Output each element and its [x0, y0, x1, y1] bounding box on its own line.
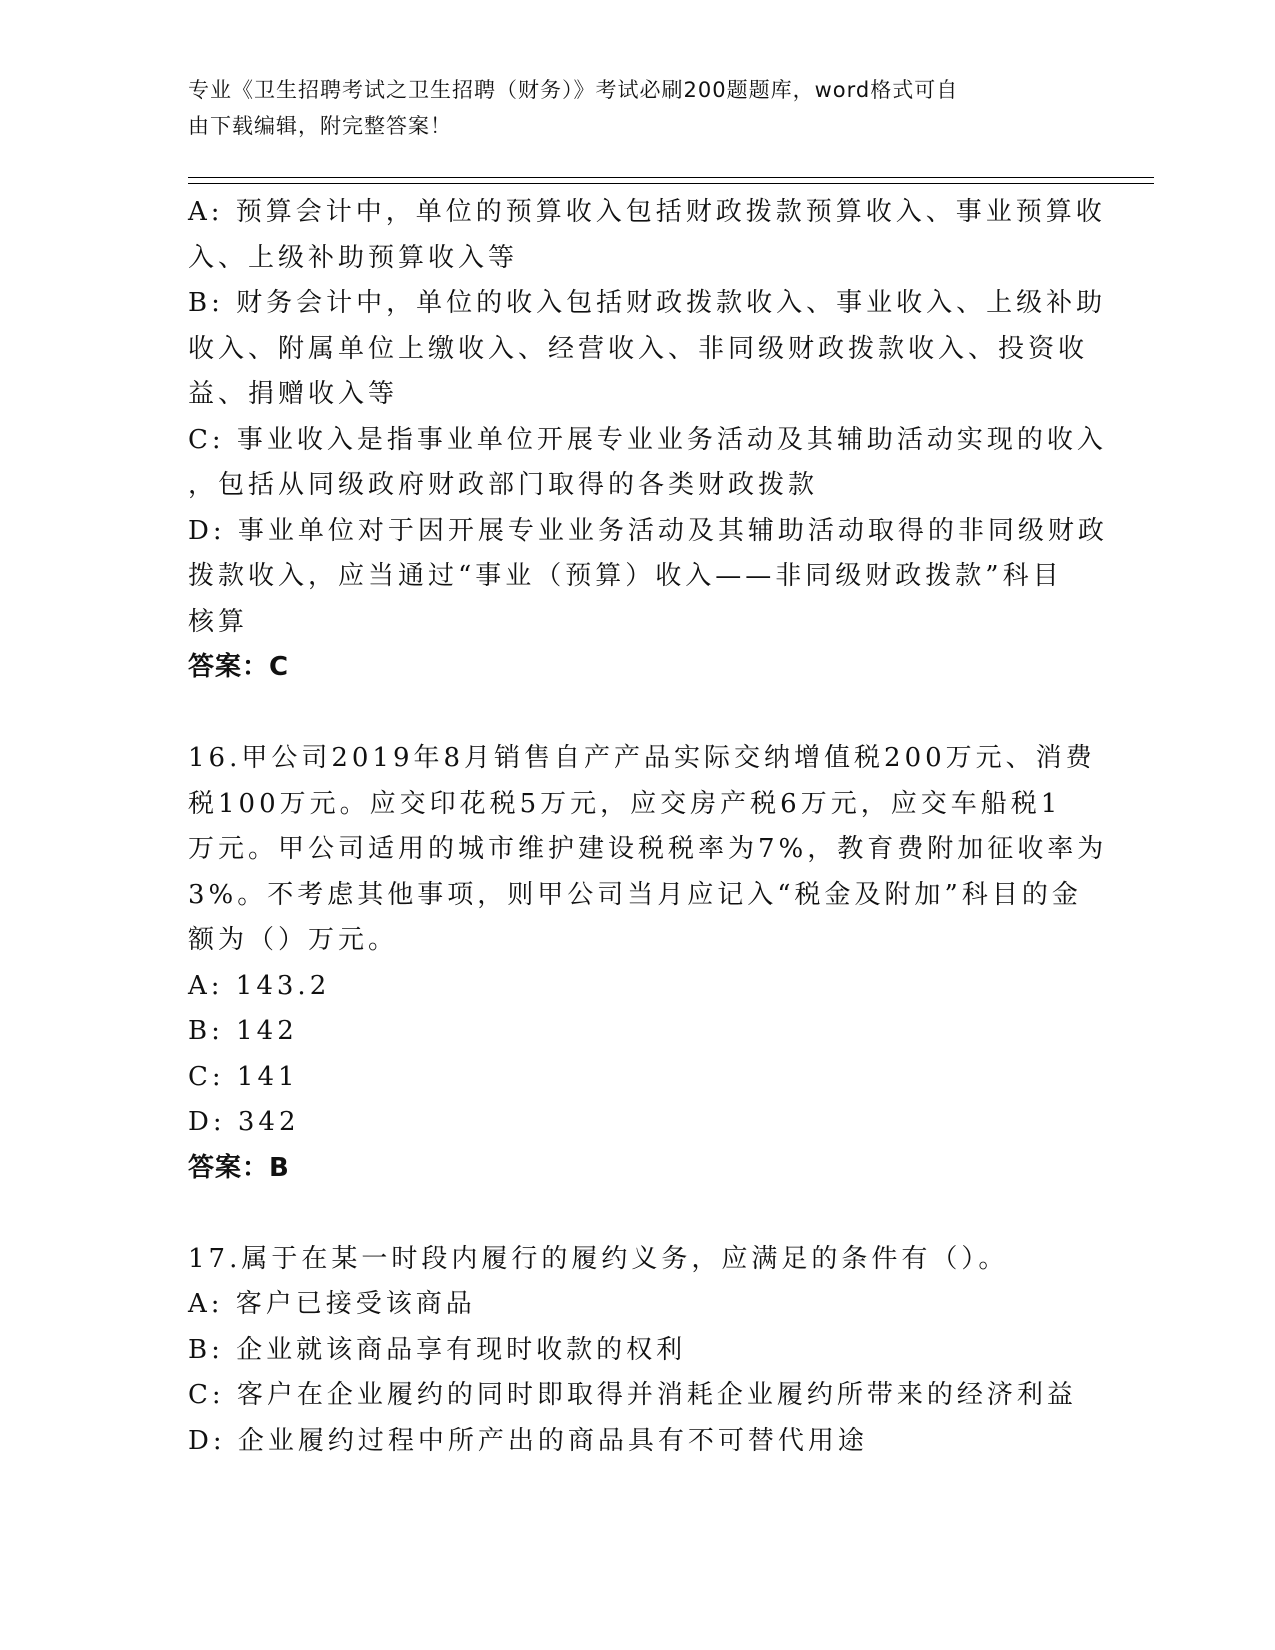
- q15-option-d-line-2: 拨款收入，应当通过“事业（预算）收入——非同级财政拨款”科目: [188, 561, 1063, 591]
- q15-option-b-line-3: 益、捐赠收入等: [188, 379, 399, 409]
- q15-option-a-line-1: A: 预算会计中，单位的预算收入包括财政拨款预算收入、事业预算收: [188, 197, 1106, 227]
- question-15-block: [188, 190, 1108, 691]
- question-16-block: [188, 736, 1108, 1191]
- q16-option-d: D: 342: [188, 1107, 300, 1137]
- q16-answer: 答案：B: [188, 1152, 290, 1183]
- header-line-2: 由下载编辑，附完整答案！: [188, 114, 452, 138]
- q17-option-a: A: 客户已接受该商品: [188, 1289, 476, 1319]
- question-spacer: [188, 691, 1088, 737]
- q16-stem-line-5: 额为（）万元。: [188, 925, 399, 955]
- q16-stem-line-1: 16.甲公司2019年8月销售自产产品实际交纳增值税200万元、消费: [188, 743, 1096, 773]
- header-line-1: 专业《卫生招聘考试之卫生招聘（财务）》考试必刷200题题库，word格式可自: [188, 78, 959, 102]
- q15-option-b-line-2: 收入、附属单位上缴收入、经营收入、非同级财政拨款收入、投资收: [188, 333, 1089, 364]
- q17-option-d: D: 企业履约过程中所产出的商品具有不可替代用途: [188, 1425, 868, 1456]
- q16-option-a: A: 143.2: [188, 970, 331, 1001]
- q15-option-d-line-1: D: 事业单位对于因开展专业业务活动及其辅助活动取得的非同级财政: [188, 515, 1108, 546]
- q17-option-c: C: 客户在企业履约的同时即取得并消耗企业履约所带来的经济利益: [188, 1380, 1077, 1410]
- q15-answer: 答案：C: [188, 652, 290, 682]
- q15-option-a-line-2: 入、上级补助预算收入等: [188, 242, 519, 273]
- document-body: [188, 190, 1108, 1464]
- question-17-block: [188, 1237, 1088, 1465]
- q16-option-b: B: 142: [188, 1016, 298, 1046]
- q16-stem-line-3: 万元。甲公司适用的城市维护建设税税率为7%，教育费附加征收率为: [188, 834, 1108, 864]
- q16-stem-line-2: 税100万元。应交印花税5万元，应交房产税6万元，应交车船税1: [188, 788, 1062, 819]
- header-divider-bottom: [188, 183, 1154, 184]
- document-header: [188, 72, 1068, 144]
- q15-option-d-line-3: 核算: [188, 606, 249, 637]
- q16-stem-line-4: 3%。不考虑其他事项，则甲公司当月应记入“税金及附加”科目的金: [188, 879, 1082, 910]
- question-spacer: [188, 1191, 1088, 1237]
- q17-option-b: B: 企业就该商品享有现时收款的权利: [188, 1334, 687, 1365]
- header-divider-top: [188, 177, 1154, 178]
- q15-option-c-line-1: C: 事业收入是指事业单位开展专业业务活动及其辅助活动实现的收入: [188, 424, 1107, 455]
- q15-option-b-line-1: B: 财务会计中，单位的收入包括财政拨款收入、事业收入、上级补助: [188, 288, 1107, 318]
- q15-option-c-line-2: ，包括从同级政府财政部门取得的各类财政拨款: [188, 470, 819, 500]
- q16-option-c: C: 141: [188, 1061, 299, 1092]
- q17-stem-line-1: 17.属于在某一时段内履行的履约义务，应满足的条件有（）。: [188, 1243, 1009, 1274]
